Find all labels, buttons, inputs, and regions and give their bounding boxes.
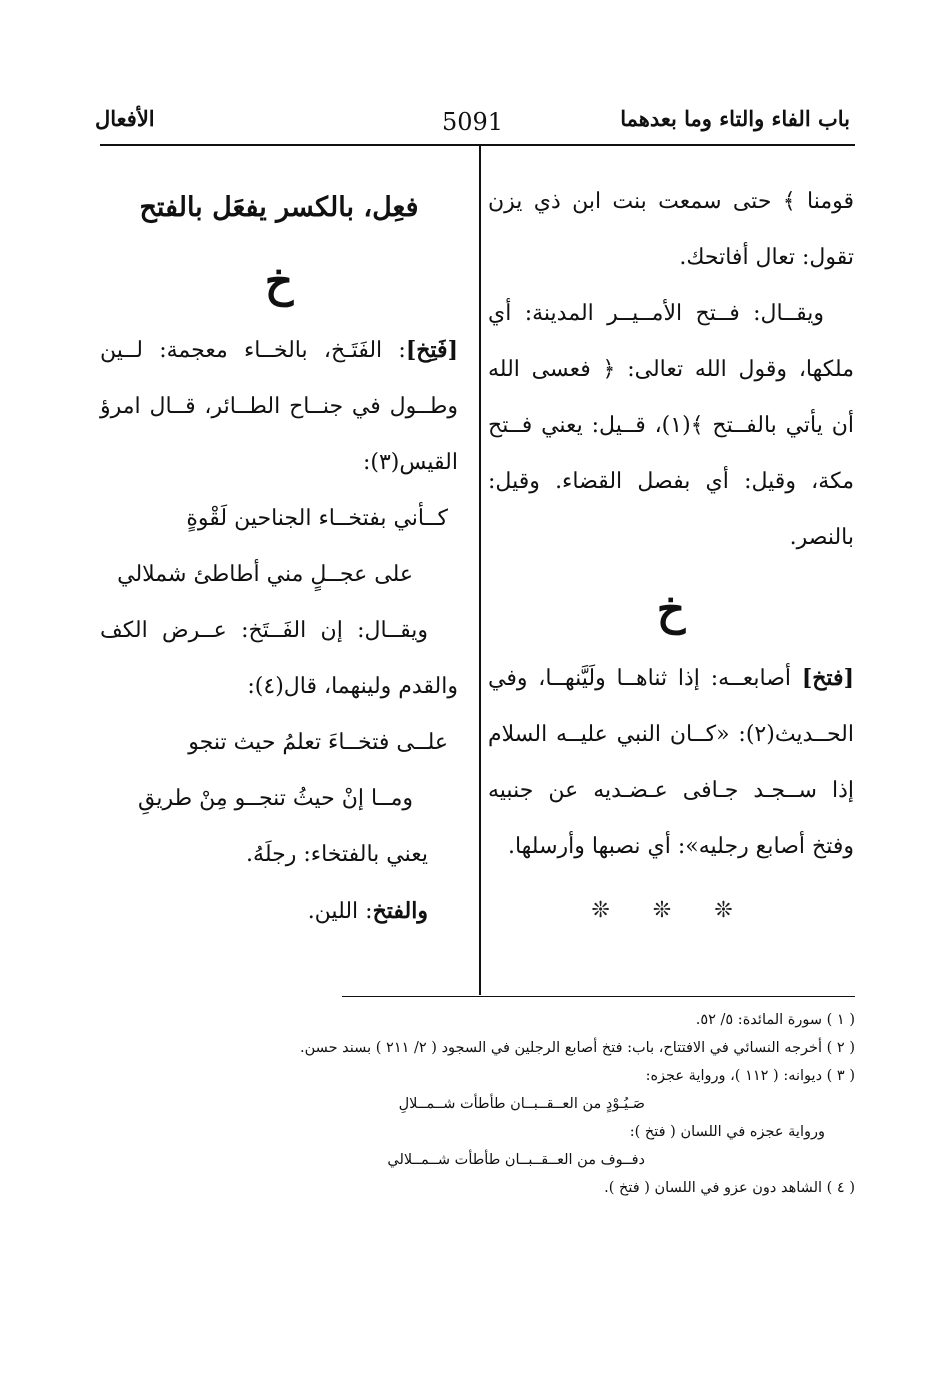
left-column — [100, 174, 458, 940]
footnote: ( ٤ ) الشاهد دون عزو في اللسان ( فتخ ). — [604, 1180, 855, 1196]
poem-verse: علــى فتخــاءَ تعلمُ حيث تنجو — [188, 730, 448, 755]
right-column — [488, 174, 854, 939]
section-heading: فعِل، بالكسر يفعَل بالفتح — [139, 192, 419, 223]
poem-verse: على عجــلٍ مني أطاطئ شملالي — [117, 562, 413, 587]
footnotes — [170, 1006, 855, 1202]
header-rule — [100, 144, 855, 146]
entry-text: : الفَتَـخ، بالخــاء معجمة: لــين وطــول في جنــاح الطــائر، قــال امرؤ القيس(٣): — [100, 338, 458, 475]
paragraph — [100, 322, 458, 491]
paragraph — [100, 883, 458, 940]
poem-verse: كــأني بفتخــاء الجناحين لَقْوةٍ — [186, 506, 448, 531]
letter-heading: خ — [264, 256, 294, 307]
paragraph — [488, 650, 854, 875]
column-divider — [479, 145, 481, 995]
entry-text: أصابعــه: إذا ثناهــا ولَيَّنهــا، وفي الحــديث(٢): «كــان النبي عليــه السلام إذا ســجـد جـافى عـضـديه عن جنبيه وفتخ أصابع رجليه»: أي نصبها وأرسلها. — [488, 666, 854, 859]
footnote: ( ٢ ) أخرجه النسائي في الافتتاح، باب: فتخ أصابع الرجلين في السجود ( ٢/ ٢١١ ) بسند حسن. — [300, 1040, 855, 1056]
paragraph: قومنا ﴾ حتى سمعت بنت ابن ذي يزن تقول: تعال أفاتحك. — [488, 189, 854, 270]
paragraph: ويقــال: فــتح الأمــيــر المدينة: أي ملكها، وقول الله تعالى: ﴿ فعسى الله أن يأتي بالفــتح ﴾(١)، قــيل: يعني فــتح مكة، وقيل: أي بفصل القضاء. وقيل: بالنصر. — [488, 301, 854, 550]
poem-verse: ومــا إنْ حيثُ تنجــو مِنْ طريقِ — [138, 786, 413, 811]
footnote: ( ١ ) سورة المائدة: ٥/ ٥٢. — [695, 1012, 855, 1028]
paragraph: ويقــال: إن الفَــتَخ: عــرض الكف والقدم ولينهما، قال(٤): — [100, 618, 458, 699]
paragraph: يعني بالفتخاء: رجلَهُ. — [246, 842, 428, 867]
letter-heading: خ — [656, 584, 686, 635]
footnote-verse: دفــوف من العــقــبــان طأطأت شــمــلالي — [387, 1152, 645, 1168]
page-number: 5091 — [441, 108, 504, 136]
entry-word: والفتخ — [372, 898, 428, 924]
chapter-title: باب الفاء والتاء وما بعدهما — [620, 106, 850, 131]
entry-text: : اللين. — [307, 899, 373, 924]
section-title-header: الأفعال — [95, 106, 155, 131]
entry-word: [فتخ] — [801, 665, 854, 691]
footnote: ( ٣ ) ديوانه: ( ١١٢ )، ورواية عجزه: — [645, 1068, 855, 1084]
ornament-divider: ❊ ❊ ❊ — [591, 898, 751, 923]
footnote-rule — [342, 996, 855, 997]
page-header — [95, 102, 850, 142]
footnote-verse: صَـيُـوْدٍ من العــقــبــان طأطأت شــمــلالِ — [398, 1096, 645, 1112]
footnote: ورواية عجزه في اللسان ( فتخ ): — [629, 1124, 825, 1140]
entry-word: [فَتِخ] — [405, 337, 458, 363]
